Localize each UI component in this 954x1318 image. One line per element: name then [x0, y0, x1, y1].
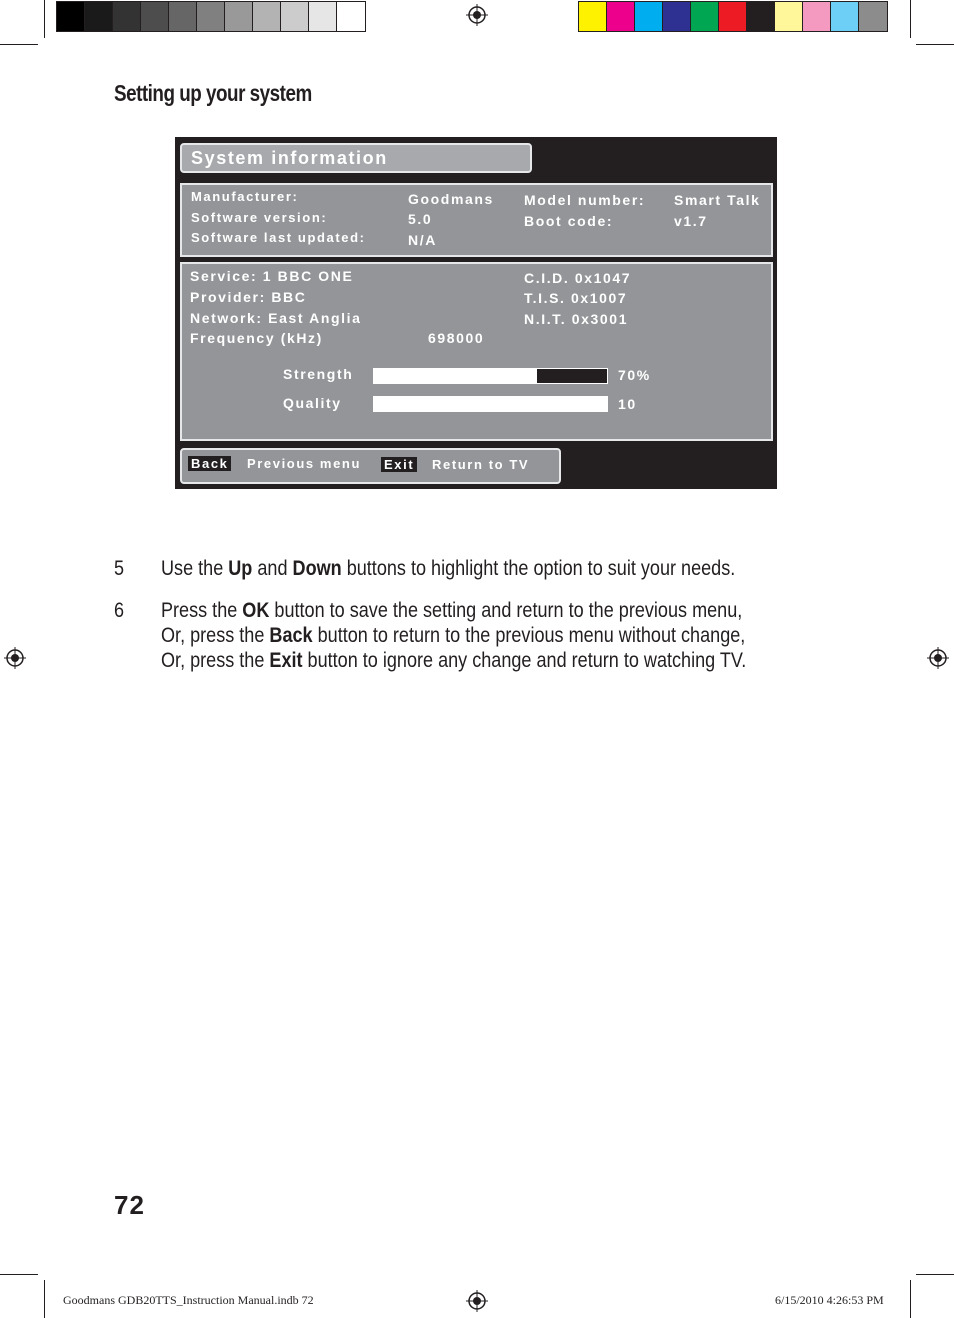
page-number: 72 [114, 1190, 145, 1220]
manufacturer-value: Goodmans [408, 191, 494, 207]
step-number: 6 [114, 599, 125, 622]
exit-hint: Return to TV [432, 457, 530, 472]
step-line [161, 624, 745, 648]
quality-bar-fill [374, 397, 607, 411]
strength-label: Strength [283, 366, 354, 382]
strength-bar [373, 368, 608, 384]
model-number-value: Smart Talk [674, 192, 761, 208]
step-text: Or, press the [161, 624, 270, 647]
registration-mark-icon [466, 4, 488, 26]
quality-bar [373, 396, 608, 412]
step-text: buttons to highlight the option to suit your needs. [341, 557, 736, 580]
color-swatch [309, 2, 337, 31]
strength-value: 70% [618, 367, 651, 383]
file-slug: Goodmans GDB20TTS_Instruction Manual.indb 72 [63, 1293, 314, 1307]
section-title: Setting up your system [114, 80, 312, 106]
service-text: Service: 1 BBC ONE [190, 268, 354, 284]
step-text: and [252, 557, 293, 580]
step-number: 5 [114, 557, 125, 580]
step-text: Press the [161, 599, 243, 622]
grayscale-color-bar [56, 1, 366, 32]
color-swatch [141, 2, 169, 31]
tis-text: T.I.S. 0x1007 [524, 290, 628, 306]
crop-mark [0, 44, 38, 45]
registration-mark-icon [466, 1290, 488, 1312]
boot-code-label: Boot code: [524, 213, 614, 229]
button-name: Up [228, 557, 253, 580]
software-updated-label: Software last updated: [191, 230, 366, 245]
cid-text: C.I.D. 0x1047 [524, 270, 632, 286]
step-text: button to return to the previous menu without change, [312, 624, 746, 647]
exit-key: Exit [381, 457, 417, 472]
button-name: OK [242, 599, 270, 622]
strength-bar-fill [374, 369, 537, 383]
quality-label: Quality [283, 395, 342, 411]
software-version-label: Software version: [191, 210, 328, 225]
frequency-label: Frequency (kHz) [190, 330, 323, 346]
color-swatch [803, 2, 831, 31]
crop-mark [916, 1274, 954, 1275]
step-text: button to ignore any change and return to watching TV. [302, 649, 747, 672]
process-color-bar [578, 1, 888, 32]
color-swatch [253, 2, 281, 31]
button-name: Back [269, 624, 313, 647]
crop-mark [44, 0, 45, 38]
crop-mark [916, 44, 954, 45]
software-updated-value: N/A [408, 232, 437, 248]
color-swatch [607, 2, 635, 31]
osd-title: System information [191, 148, 388, 168]
provider-text: Provider: BBC [190, 289, 307, 305]
color-swatch [831, 2, 859, 31]
color-swatch [225, 2, 253, 31]
step-text: Or, press the [161, 649, 270, 672]
button-name: Down [292, 557, 342, 580]
color-swatch [775, 2, 803, 31]
step-text: Use the [161, 557, 229, 580]
color-swatch [197, 2, 225, 31]
color-swatch [113, 2, 141, 31]
crop-mark [910, 1280, 911, 1318]
color-swatch [169, 2, 197, 31]
date-slug: 6/15/2010 4:26:53 PM [775, 1293, 884, 1307]
color-swatch [747, 2, 775, 31]
color-swatch [579, 2, 607, 31]
color-swatch [859, 2, 887, 31]
manufacturer-label: Manufacturer: [191, 189, 299, 204]
crop-mark [910, 0, 911, 38]
frequency-value: 698000 [428, 330, 485, 346]
color-swatch [635, 2, 663, 31]
quality-value: 10 [618, 396, 637, 412]
model-number-label: Model number: [524, 192, 646, 208]
back-hint: Previous menu [247, 456, 361, 471]
network-text: Network: East Anglia [190, 310, 362, 326]
registration-mark-icon [927, 647, 949, 669]
step-line [161, 599, 742, 623]
color-swatch [281, 2, 309, 31]
boot-code-value: v1.7 [674, 213, 708, 229]
crop-mark [0, 1274, 38, 1275]
step-line [161, 557, 735, 581]
color-swatch [85, 2, 113, 31]
button-name: Exit [269, 649, 303, 672]
step-line [161, 649, 746, 673]
software-version-value: 5.0 [408, 211, 433, 227]
nit-text: N.I.T. 0x3001 [524, 311, 629, 327]
step-text: button to save the setting and return to the previous menu, [269, 599, 743, 622]
color-swatch [663, 2, 691, 31]
crop-mark [44, 1280, 45, 1318]
color-swatch [337, 2, 365, 31]
color-swatch [691, 2, 719, 31]
registration-mark-icon [4, 647, 26, 669]
color-swatch [719, 2, 747, 31]
color-swatch [57, 2, 85, 31]
back-key: Back [188, 456, 231, 471]
